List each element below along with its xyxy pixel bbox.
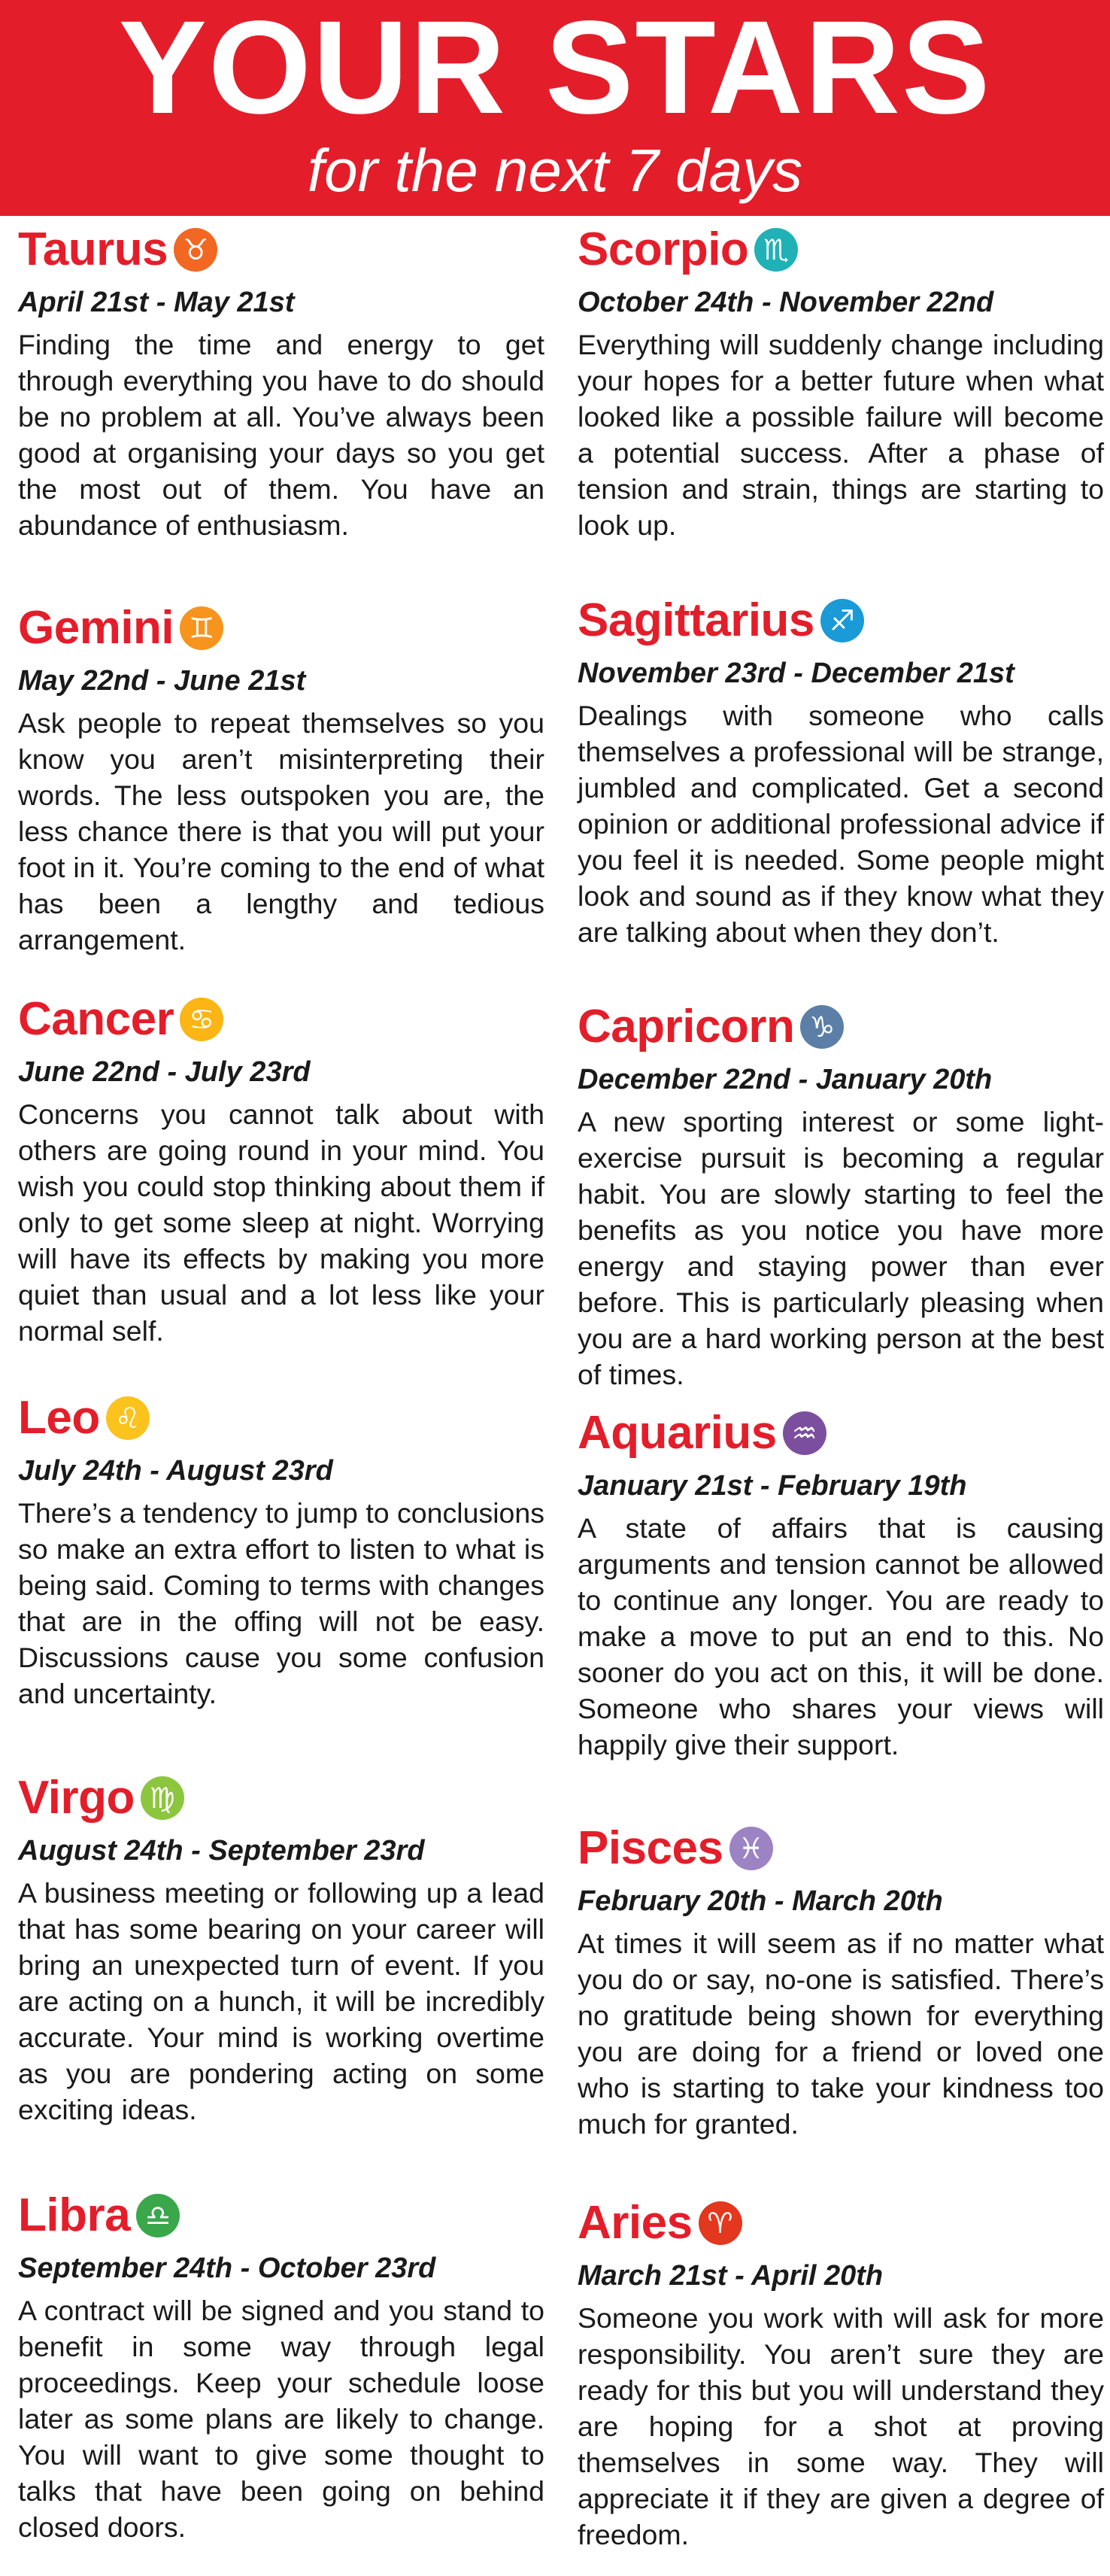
sign-dates: April 21st - May 21st <box>18 287 295 318</box>
sign-horoscope: Concerns you cannot talk about with others are going round in your mind. You wish you could stop thinking about them if only to get some sleep at night. Worrying will have its effects by making you more quiet than usual and a lot less like your normal self. <box>18 1098 544 1347</box>
sign-block-aries <box>578 2192 1104 2553</box>
page-title: YOUR STARS <box>118 0 992 141</box>
virgo-icon: ♍ <box>141 1776 184 1820</box>
sign-dates: October 24th - November 22nd <box>578 287 994 318</box>
sign-block-taurus <box>18 218 544 543</box>
sign-horoscope: Everything will suddenly change including your hopes for a better future when what looked like a possible failure will become a potential success. After a phase of tension and strain, things are starting to look up. <box>578 329 1104 541</box>
sign-horoscope: A contract will be signed and you stand to benefit in some way through legal proceedings. Keep your schedule loose later as some plans are likely to change. You will want to give some thought to talks that have been going on behind closed doors. <box>18 2295 544 2543</box>
sign-block-pisces <box>578 1817 1104 2142</box>
aquarius-icon: ♒ <box>783 1411 826 1455</box>
sign-name: Cancer <box>18 993 174 1045</box>
sign-name: Virgo <box>18 1772 135 1824</box>
gemini-icon: ♊ <box>180 606 223 650</box>
sign-name: Capricorn <box>578 1001 795 1053</box>
libra-icon: ♎ <box>136 2194 180 2237</box>
sign-block-capricorn <box>578 995 1104 1393</box>
sign-horoscope: There’s a tendency to jump to conclusions so make an extra effort to listen to what is being said. Coming to terms with changes that are in the offing will not be easy. Discussions cause you some confusion and uncertainty. <box>18 1497 544 1709</box>
sign-block-leo <box>18 1387 544 1712</box>
sign-name: Sagittarius <box>578 594 814 646</box>
sign-dates: July 24th - August 23rd <box>18 1455 333 1487</box>
sign-block-libra <box>18 2184 544 2545</box>
cancer-icon: ♋ <box>180 998 223 1041</box>
capricorn-icon: ♑ <box>800 1005 844 1049</box>
sign-dates: January 21st - February 19th <box>578 1470 967 1502</box>
scorpio-icon: ♏ <box>754 228 798 272</box>
leo-icon: ♌ <box>106 1396 150 1440</box>
taurus-icon: ♉ <box>174 228 217 272</box>
sign-block-cancer <box>18 988 544 1349</box>
sign-name: Scorpio <box>578 223 749 275</box>
sign-name: Taurus <box>18 223 168 275</box>
sign-name: Libra <box>18 2189 131 2241</box>
sign-horoscope: Ask people to repeat themselves so you know you aren’t misinterpreting their words. The less outspoken you are, the less chance there is that you will put your foot in it. You’re coming to the end of what has been a lengthy and tedious arrangement. <box>18 707 544 955</box>
sign-name: Aries <box>578 2197 693 2249</box>
sign-block-virgo <box>18 1766 544 2128</box>
sign-horoscope: Someone you work with will ask for more responsibility. You aren’t sure they are ready for this but you will understand they are hoping for a shot at proving themselves in some way. They will appreciate it if they are given a degree of freedom. <box>578 2302 1104 2550</box>
sagittarius-icon: ♐ <box>820 599 864 642</box>
sign-block-sagittarius <box>578 589 1104 950</box>
sign-horoscope: A business meeting or following up a lead that has some bearing on your career will bring an unexpected turn of event. If you are acting on a hunch, it will be incredibly accurate. Your mind is working overtime as you are pondering acting on some exciting ideas. <box>18 1877 544 2125</box>
sign-horoscope: Dealings with someone who calls themselves a professional will be strange, jumbled and complicated. Get a second opinion or additional professional advice if you feel it is needed. Some people might look and sound as if they know what they are talking about when they don’t. <box>578 700 1104 948</box>
sign-dates: November 23rd - December 21st <box>578 658 1014 689</box>
sign-dates: December 22nd - January 20th <box>578 1064 993 1095</box>
sign-name: Aquarius <box>578 1407 777 1459</box>
pisces-icon: ♓ <box>729 1827 773 1870</box>
sign-dates: March 21st - April 20th <box>578 2260 884 2292</box>
sign-dates: June 22nd - July 23rd <box>18 1056 311 1088</box>
sign-block-gemini <box>18 597 544 958</box>
sign-block-scorpio <box>578 218 1104 543</box>
sign-dates: May 22nd - June 21st <box>18 665 306 697</box>
sign-horoscope: A new sporting interest or some light-exercise pursuit is becoming a regular habit. You are slowly starting to feel the benefits as you notice you have more energy and staying power than ever before. This is particularly pleasing when you are a hard working person at the best of times. <box>578 1106 1104 1390</box>
sign-dates: September 24th - October 23rd <box>18 2252 436 2284</box>
header-banner <box>0 0 1110 216</box>
aries-icon: ♈ <box>699 2201 742 2245</box>
sign-block-aquarius <box>578 1402 1104 1763</box>
sign-name: Pisces <box>578 1822 723 1874</box>
sign-dates: February 20th - March 20th <box>578 1885 943 1917</box>
sign-horoscope: Finding the time and energy to get through everything you have to do should be no problem at all. You’ve always been good at organising your days so you get the most out of them. You have an abundance of enthusiasm. <box>18 329 544 541</box>
sign-horoscope: A state of affairs that is causing arguments and tension cannot be allowed to continue any longer. You are ready to make a move to put an end to this. No sooner do you act on this, it will be done. Someone who shares your views will happily give their support. <box>578 1512 1104 1760</box>
sign-name: Gemini <box>18 602 174 654</box>
page-subtitle: for the next 7 days <box>307 137 803 204</box>
sign-horoscope: At times it will seem as if no matter what you do or say, no-one is satisfied. There’s no gratitude being shown for everything you are doing for a friend or loved one who is starting to take your kindness too much for granted. <box>578 1927 1104 2140</box>
sign-dates: August 24th - September 23rd <box>18 1835 425 1867</box>
sign-name: Leo <box>18 1392 100 1444</box>
